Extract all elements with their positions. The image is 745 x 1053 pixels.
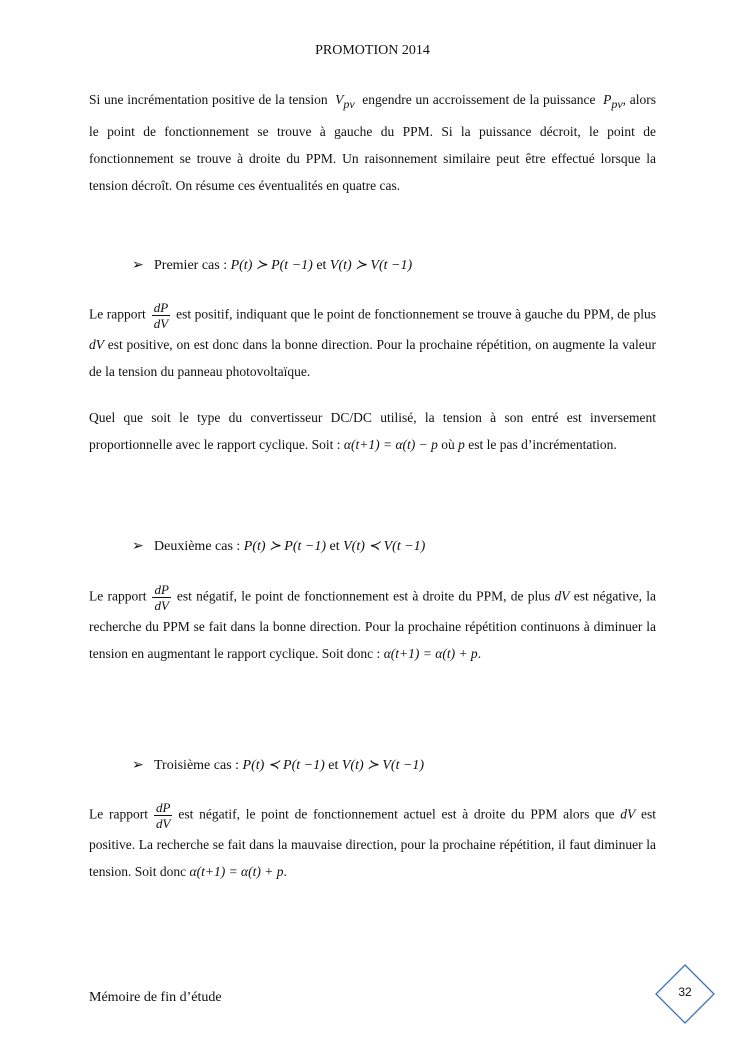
case-1-extra-b: est le pas d’incrémentation. bbox=[468, 437, 617, 452]
case-3-et: et bbox=[328, 758, 339, 773]
intro-text-2: engendre un accroissement de la puissance bbox=[362, 92, 596, 107]
case-1-heading bbox=[132, 257, 412, 274]
case-2-body: est négatif, le point de fonctionnement est à droite du PPM, de plus bbox=[176, 588, 551, 604]
page-number-badge bbox=[654, 963, 716, 1025]
case-2-cond-p: P(t) ≻ P(t −1) bbox=[243, 539, 327, 554]
case-2-label: Deuxième cas : bbox=[154, 539, 241, 554]
footer-text: Mémoire de fin d’étude bbox=[89, 990, 222, 1005]
case-1-ou: où bbox=[441, 437, 455, 452]
case-1-paragraph bbox=[89, 300, 656, 385]
case-3-fraction: $\frac{dP}{dV}$ bbox=[155, 800, 171, 831]
arrow-bullet-icon: ➢ bbox=[132, 258, 144, 273]
case-1-p: p bbox=[458, 437, 465, 452]
case-2-paragraph: Le rapport $\frac{dP}{dV}$ est négatif, le point de fonctionnement est à droite du PPM, de plus dV est négative, la recherche du PPM se fait dans la bonne direction. Pour la prochaine répétition continuons à diminuer la tension en augmentant le rapport cyclique. Soit donc : α(t+1) = α(t) + p. bbox=[89, 582, 657, 661]
case-3-rapport: Le rapport bbox=[89, 806, 148, 822]
case-3-body: est négatif, le point de fonctionnement actuel est à droite du PPM alors que bbox=[178, 806, 615, 822]
arrow-bullet-icon: ➢ bbox=[132, 539, 144, 554]
case-1-cond-p: P(t) ≻ P(t −1) bbox=[230, 258, 313, 273]
case-3-formula: α(t+1) = α(t) + p bbox=[189, 864, 284, 879]
case-1-extra-a: Quel que soit le type du convertisseur DC/DC utilisé, la tension à son entré est inversement proportionnelle avec le rapport cyclique. Soit : bbox=[89, 410, 656, 452]
case-3-body2: est positive. La recherche se fait dans la mauvaise direction, pour la prochaine répétition, il faut diminuer la tension. Soit donc bbox=[89, 806, 657, 879]
case-1-rapport: Le rapport bbox=[89, 306, 146, 322]
case-1-label: Premier cas : bbox=[154, 258, 228, 273]
case-3-cond-p: P(t) ≺ P(t −1) bbox=[242, 758, 325, 773]
intro-text-3: , alors le point de fonctionnement se trouve à gauche du PPM. Si la puissance décroit, le point de fonctionnement se trouve à droite du PPM. Un raisonnement similaire peut être effectué lorsque la tension décroît. On résume ces éventualités en quatre cas. bbox=[89, 92, 657, 193]
case-1-body: est positif, indiquant que le point de fonctionnement se trouve à gauche du PPM, de plus bbox=[176, 306, 656, 322]
intro-text-1: Si une incrémentation positive de la tension bbox=[89, 92, 328, 107]
case-1-dv: dV bbox=[89, 337, 104, 352]
case-2-formula: α(t+1) = α(t) + p bbox=[383, 646, 478, 661]
case-2-et: et bbox=[329, 539, 340, 554]
case-1-cond-v: V(t) ≻ V(t −1) bbox=[329, 258, 413, 273]
case-2-cond-v: V(t) ≺ V(t −1) bbox=[343, 539, 426, 554]
case-1-extra bbox=[89, 404, 656, 458]
case-3-cond-v: V(t) ≻ V(t −1) bbox=[341, 758, 425, 773]
case-3-heading bbox=[132, 757, 424, 774]
case-3-paragraph: Le rapport $\frac{dP}{dV}$ est négatif, le point de fonctionnement actuel est à droite du PPM alors que dV est positive. La recherche se fait dans la mauvaise direction, pour la prochaine répétition, il faut diminuer la tension. Soit donc α(t+1) = α(t) + p. bbox=[89, 800, 657, 879]
arrow-bullet-icon: ➢ bbox=[132, 758, 144, 773]
case-2-dv: dV bbox=[554, 588, 570, 604]
case-3-dv: dV bbox=[620, 806, 636, 822]
case-2-heading bbox=[132, 538, 425, 555]
case-1-et: et bbox=[316, 258, 327, 273]
case-1-body2: est positive, on est donc dans la bonne direction. Pour la prochaine répétition, on augmente la valeur de la tension du panneau photovoltaïque. bbox=[89, 337, 656, 379]
case-1-fraction: $\frac{dP}{dV}$ bbox=[153, 300, 169, 331]
case-2-rapport: Le rapport bbox=[89, 588, 147, 604]
intro-paragraph bbox=[89, 86, 656, 199]
page-header: PROMOTION 2014 bbox=[315, 43, 430, 58]
case-2-fraction: $\frac{dP}{dV}$ bbox=[154, 582, 169, 613]
ppv-symbol: Ppv bbox=[603, 92, 623, 111]
page-number: 32 bbox=[678, 985, 692, 999]
case-3-label: Troisième cas : bbox=[154, 758, 240, 773]
case-2-body2: est négative, la recherche du PPM se fait dans la bonne direction. Pour la prochaine répétition continuons à diminuer la tension en augmentant le rapport cyclique. Soit donc : bbox=[89, 588, 657, 661]
vpv-symbol: Vpv bbox=[335, 92, 355, 111]
case-1-formula: α(t+1) = α(t) − p bbox=[343, 437, 438, 452]
